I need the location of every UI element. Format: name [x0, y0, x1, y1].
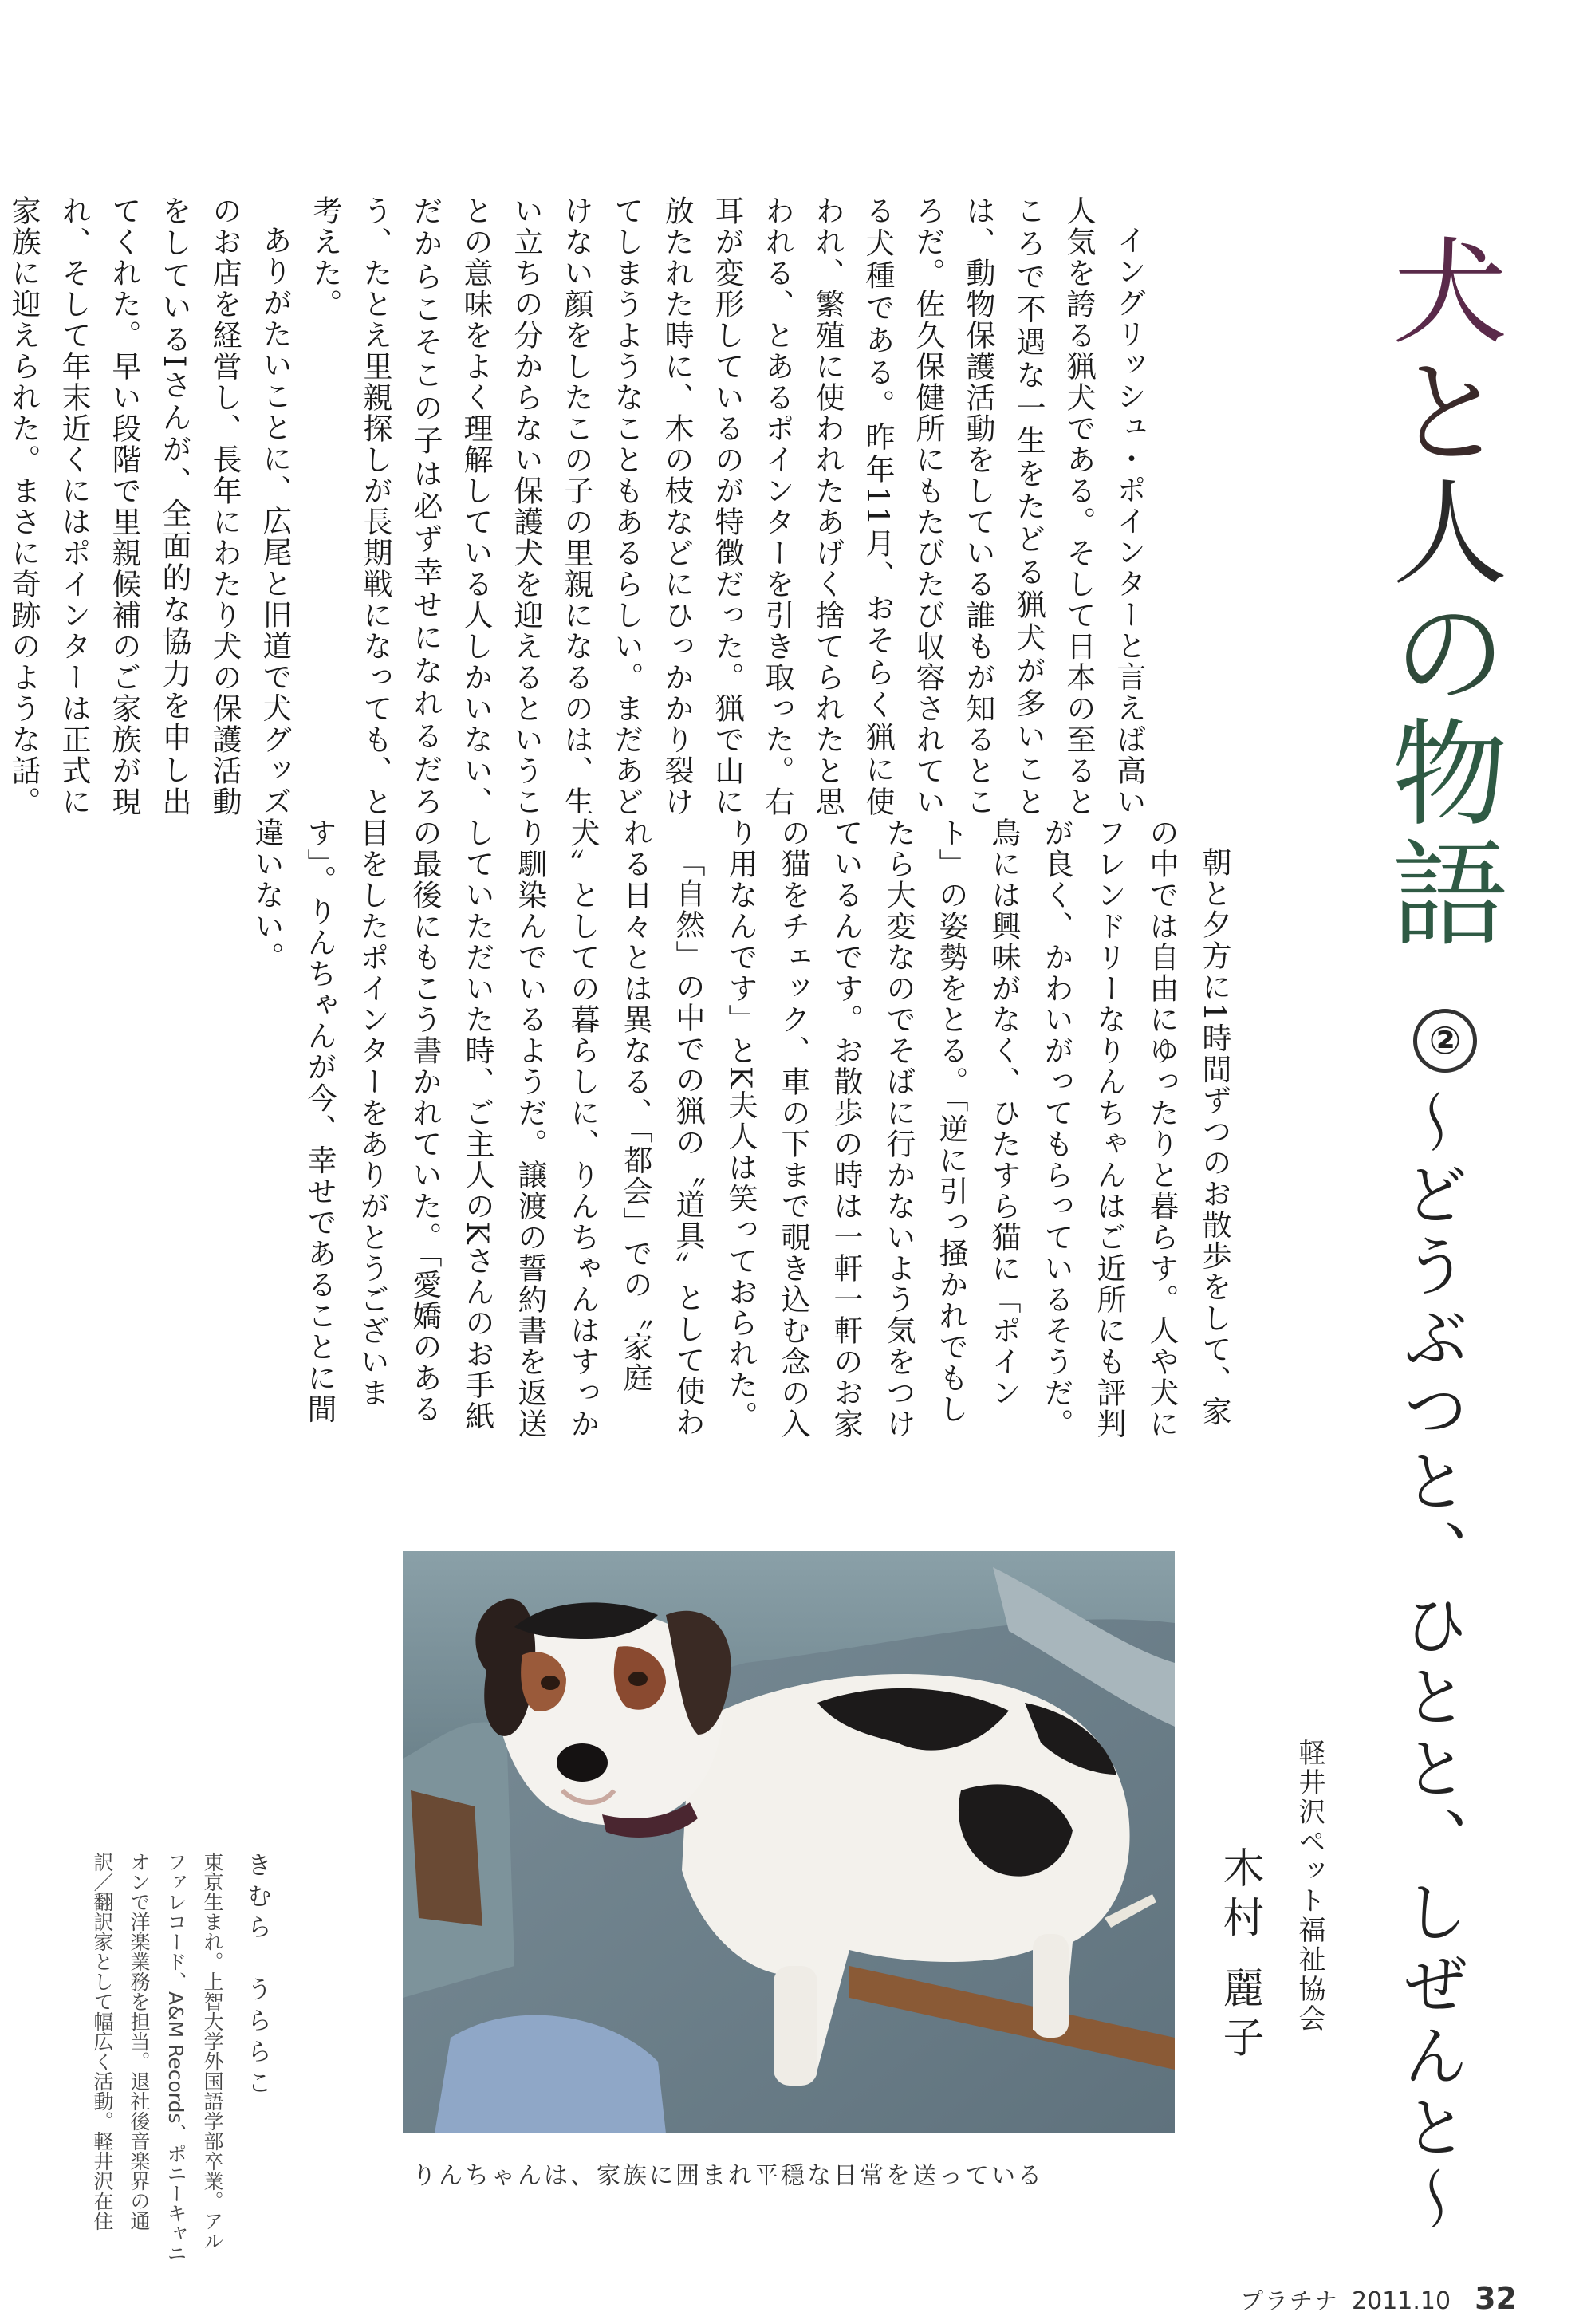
bio-line: 訳／翻訳家として幅広く活動。軽井沢在住	[91, 1852, 114, 2231]
paragraph: 朝と夕方に1時間ずつのお散歩をして、家の中では自由にゆったりと暮らす。人や犬にフレンドリーなりんちゃんはご近所にも評判が良く、かわいがってもらっているそうだ。鳥には興味がなく、ひたすら猫に「ポイント」の姿勢をとる。「逆に引っ掻かれでもしたら大変なのでそばに行かないよう気をつけているんです。お散歩の時は一軒一軒のお家の猫をチェック、車の下まで覗き込む念の入り用なんです」とK夫人は笑っておられた。	[723, 817, 1231, 1440]
bio-line: オンで洋楽業務を担当。退社後音楽界の通	[128, 1852, 151, 2231]
article-subtitle: ～どうぶつと、ひとと、しぜんと～	[1392, 1089, 1468, 2237]
title-char: 語	[1372, 833, 1507, 954]
magazine-name: プラチナ	[1240, 2287, 1340, 2314]
author-organization: 軽井沢ペット福祉協会	[1294, 1739, 1325, 2034]
article-body-lower	[163, 817, 1240, 1440]
bio-line: ファレコード、A&M Records、ポニーキャニ	[164, 1852, 187, 2263]
title-char: 犬	[1372, 231, 1507, 352]
title-char: 人	[1372, 472, 1507, 593]
title-char: 物	[1372, 713, 1507, 833]
title-char: の	[1372, 593, 1507, 713]
photo-caption: りんちゃんは、家族に囲まれ平穏な日常を送っている	[412, 2162, 1044, 2190]
bio-line: 東京生まれ。上智大学外国語学部卒業。アル	[201, 1852, 224, 2251]
article-body-upper	[6, 195, 1154, 817]
paragraph: 「自然」の中での猟の〝道具〟として使われる日々とは異なる、「都会」での〝家庭犬〟としての暮らしに、りんちゃんはすっかり馴染んでいるようだ。譲渡の誓約書を返送していただいた時、ご主人のKさんのお手紙の最後にもこう書かれていた。「愛嬌のある目をしたポインターをありがとうございます」。りんちゃんが今、幸せであることに間違いない。	[250, 817, 705, 1440]
dog-illustration	[403, 1551, 1175, 2133]
page-number: 32	[1475, 2281, 1517, 2316]
bio-name: きむら うららこ	[242, 1852, 271, 2101]
page-footer	[1240, 2281, 1517, 2316]
author-name: 木村 麗子	[1215, 1846, 1263, 2066]
episode-number: ②	[1413, 1009, 1477, 1073]
issue-date: 2011.10	[1352, 2287, 1451, 2315]
paragraph: イングリッシュ・ポインターと言えば高い人気を誇る猟犬である。そして日本の至るところで不遇な一生をたどる猟犬が多いことは、動物保護活動をしている誰もが知るところだ。佐久保健所にもたびたび収容されている犬種である。昨年11月、おそらく猟に使われ、繁殖に使われたあげく捨てられたと思われる、とあるポインターを引き取った。右耳が変形しているのが特徴だった。猟で山に放たれた時に、木の枝などにひっかかり裂けてしまうようなこともあるらしい。まだあどけない顔をしたこの子の里親になるのは、生い立ちの分からない保護犬を迎えるということの意味をよく理解している人しかいない、だからこそこの子は必ず幸せになれるだろう、たとえ里親探しが長期戦になっても、と考えた。	[308, 195, 1146, 817]
paragraph: ありがたいことに、広尾と旧道で犬グッズのお店を経営し、長年にわたり犬の保護活動をしているIさんが、全面的な協力を申し出てくれた。早い段階で里親候補のご家族が現れ、そして年末近くにはポインターは正式に家族に迎えられた。まさに奇跡のような話。	[6, 195, 292, 817]
article-title	[1372, 231, 1507, 954]
author-bio	[84, 1852, 230, 2275]
dog-photo	[403, 1551, 1175, 2133]
title-char: と	[1372, 352, 1507, 472]
